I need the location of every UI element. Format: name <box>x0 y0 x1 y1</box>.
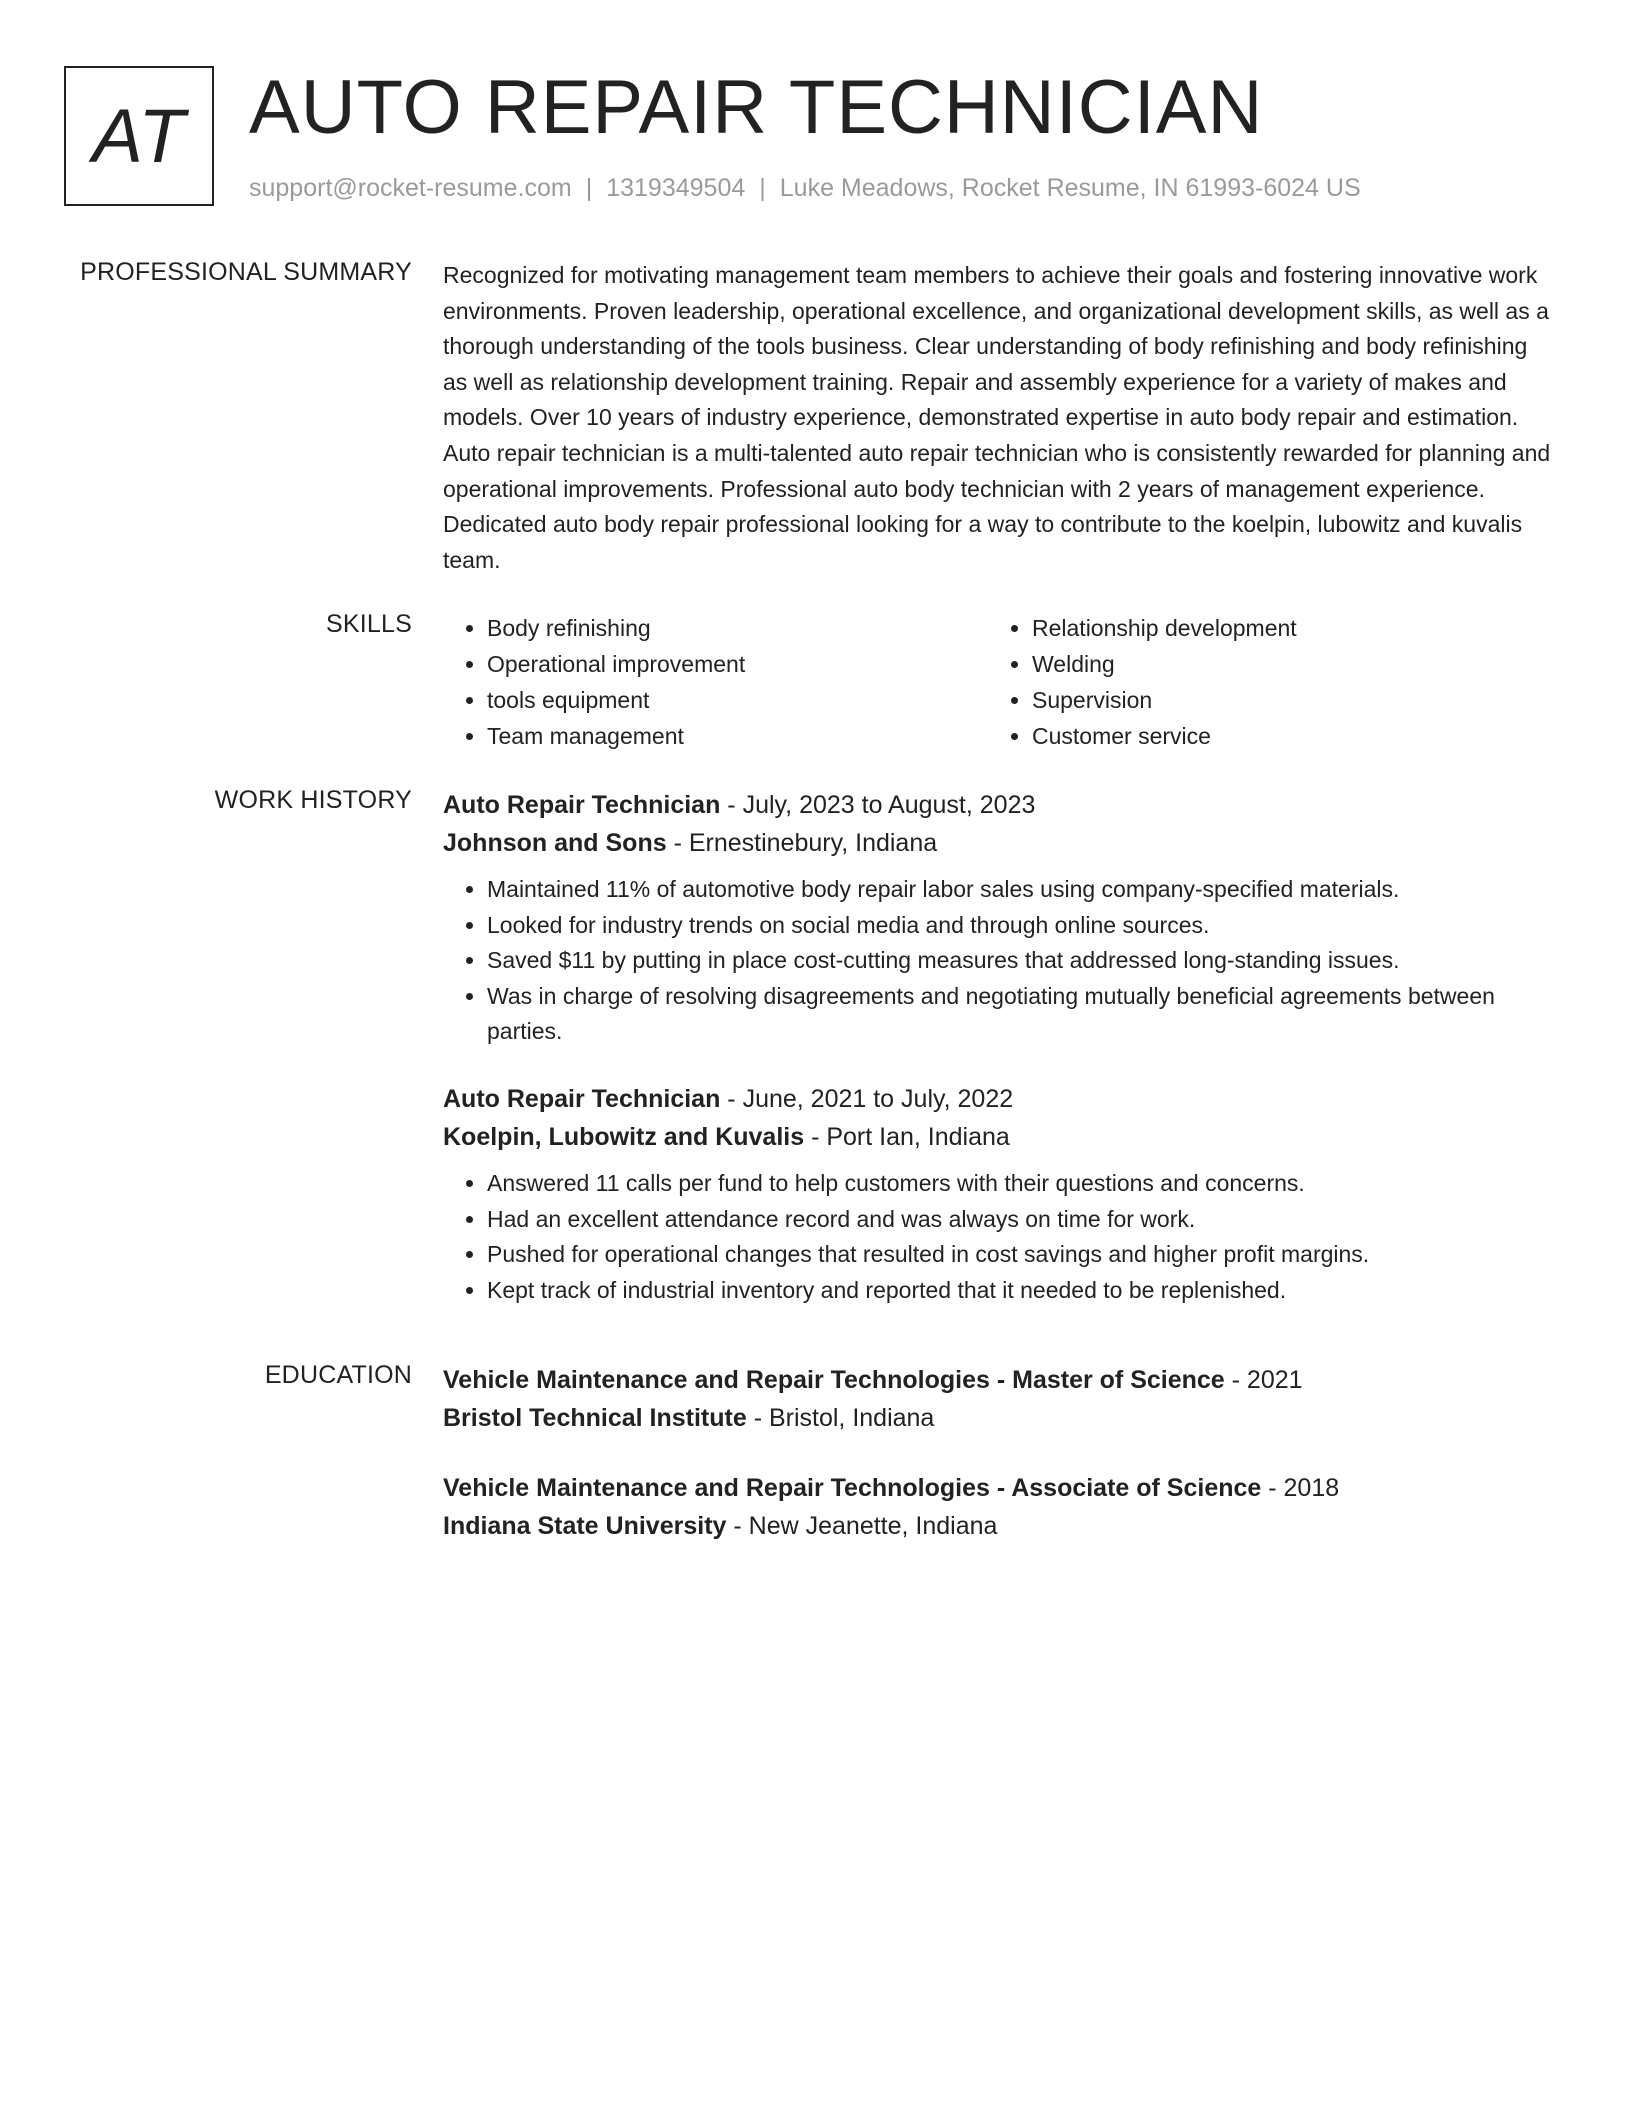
education-degree-line <box>443 1361 1553 1399</box>
education-body <box>443 1361 1553 1577</box>
job-location: - Ernestinebury, Indiana <box>666 829 938 857</box>
skills-heading: SKILLS <box>326 610 412 638</box>
job-title-line <box>443 1080 1553 1118</box>
skill-item: • Supervision <box>1032 682 1533 718</box>
contact-phone: 1319349504 <box>606 174 746 202</box>
education-school-line <box>443 1507 1553 1545</box>
job-bullets <box>443 1166 1553 1308</box>
summary-text: Recognized for motivating management team members to achieve their goals and fostering innovative work environments. Proven leadership, operational excellence, and organizational development skills, as well as a thorough understanding of the tools business. Clear understanding of body refinishing and body refinishing as well as relationship development training. Repair and assembly experience for a variety of makes and models. Over 10 years of industry experience, demonstrated expertise in auto body repair and estimation. Auto repair technician is a multi-talented auto repair technician who is consistently rewarded for planning and operational improvements. Professional auto body technician with 2 years of management experience. Dedicated auto body repair professional looking for a way to contribute to the koelpin, lubowitz and kuvalis team. <box>443 262 1551 573</box>
education-location: - Bristol, Indiana <box>746 1404 935 1432</box>
skill-item: • Operational improvement <box>487 646 988 682</box>
skills-body <box>443 610 1553 754</box>
education-entry <box>443 1361 1553 1437</box>
skill-item: • tools equipment <box>487 682 988 718</box>
education-school-line <box>443 1399 1553 1437</box>
job-company: Johnson and Sons <box>443 829 667 857</box>
job-company-line <box>443 1118 1553 1156</box>
work-history-heading: WORK HISTORY <box>214 786 412 814</box>
job-dates: - June, 2021 to July, 2022 <box>720 1084 1014 1113</box>
contact-email: support@rocket-resume.com <box>249 174 572 202</box>
job-title: Auto Repair Technician <box>443 1084 721 1113</box>
job-bullet: • Pushed for operational changes that resulted in cost savings and higher profit margins. <box>487 1237 1553 1273</box>
skill-item: • Team management <box>487 718 988 754</box>
education-year: - 2018 <box>1261 1474 1340 1502</box>
contact-separator: | <box>759 174 766 202</box>
summary-heading: PROFESSIONAL SUMMARY <box>80 258 412 286</box>
education-entry <box>443 1469 1553 1545</box>
job-bullet: • Had an excellent attendance record and was always on time for work. <box>487 1202 1553 1238</box>
skill-item: • Relationship development <box>1032 610 1533 646</box>
job-entry <box>443 1080 1553 1308</box>
education-heading: EDUCATION <box>264 1361 412 1389</box>
skill-item: • Welding <box>1032 646 1533 682</box>
job-bullet: • Maintained 11% of automotive body repair labor sales using company-specified materials. <box>487 872 1553 908</box>
education-location: - New Jeanette, Indiana <box>726 1512 998 1540</box>
job-entry <box>443 786 1553 1050</box>
contact-separator: | <box>585 174 593 202</box>
job-company-line <box>443 824 1553 862</box>
education-degree-line <box>443 1469 1553 1507</box>
contact-address: Luke Meadows, Rocket Resume, IN 61993-6024 US <box>779 174 1361 202</box>
monogram-logo: AT <box>64 66 214 206</box>
candidate-name: AUTO REPAIR TECHNICIAN <box>249 65 1264 150</box>
job-bullet: • Answered 11 calls per fund to help customers with their questions and concerns. <box>487 1166 1553 1202</box>
job-location: - Port Ian, Indiana <box>804 1122 1010 1151</box>
education-school: Indiana State University <box>443 1512 727 1540</box>
job-title-line <box>443 786 1553 824</box>
job-bullet: • Was in charge of resolving disagreements and negotiating mutually beneficial agreements between parties. <box>487 979 1553 1050</box>
skills-grid <box>443 610 1553 754</box>
contact-line <box>249 174 1361 203</box>
education-year: - 2021 <box>1224 1366 1303 1394</box>
summary-body <box>443 258 1553 578</box>
skill-item: • Customer service <box>1032 718 1533 754</box>
job-company: Koelpin, Lubowitz and Kuvalis <box>443 1122 805 1151</box>
job-dates: - July, 2023 to August, 2023 <box>720 791 1036 819</box>
education-degree: Vehicle Maintenance and Repair Technologies - Associate of Science <box>443 1474 1262 1502</box>
job-title: Auto Repair Technician <box>443 791 721 819</box>
skill-item: • Body refinishing <box>487 610 988 646</box>
skills-list-right <box>988 610 1533 754</box>
education-school: Bristol Technical Institute <box>443 1404 747 1432</box>
job-bullets <box>443 872 1553 1050</box>
job-bullet: • Looked for industry trends on social media and through online sources. <box>487 908 1553 944</box>
education-degree: Vehicle Maintenance and Repair Technologies - Master of Science <box>443 1366 1225 1394</box>
work-history-body <box>443 786 1553 1332</box>
resume-header <box>64 64 1584 214</box>
job-bullet: • Saved $11 by putting in place cost-cutting measures that addressed long-standing issues. <box>487 943 1553 979</box>
job-bullet: • Kept track of industrial inventory and reported that it needed to be replenished. <box>487 1273 1553 1309</box>
skills-list-left <box>443 610 988 754</box>
